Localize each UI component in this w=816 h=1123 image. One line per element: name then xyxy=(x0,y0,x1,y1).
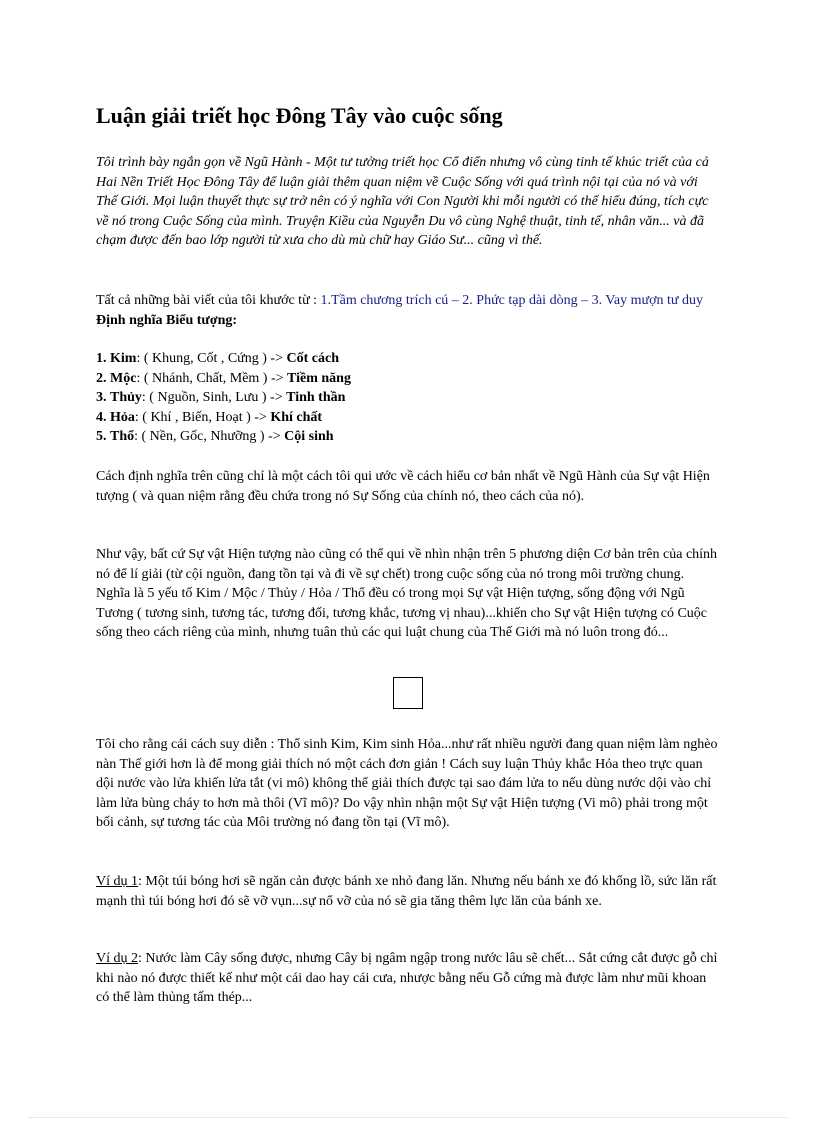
series-links[interactable]: 1.Tầm chương trích cú – 2. Phức tạp dài dòng – 3. Vay mượn tư duy xyxy=(320,293,703,308)
definition-term: Kim xyxy=(110,351,137,366)
definition-meaning: Cốt cách xyxy=(286,351,339,366)
intro-paragraph: Tôi trình bày ngắn gọn về Ngũ Hành - Một tư tưởng triết học Cổ điển nhưng vô cùng tinh tế khúc triết của cả Hai Nền Triết Học Đông Tây để luận giải thêm quan niệm về Cuộc Sống với quá trình nội tại của nó và với Thế Giới. Mọi luận thuyết thực sự trở nên có ý nghĩa với Con Người khi mỗi người có thể hiểu đúng, tích cực về nó trong Cuộc Sống của mình. Truyện Kiều của Nguyễn Du vô cùng Nghệ thuật, tinh tế, nhân văn... và đã chạm được đến bao lớp người từ xưa cho dù mù chữ hay Giáo Sư... cũng vì thế. xyxy=(96,155,709,249)
definition-meaning: Khí chất xyxy=(270,409,323,425)
image-placeholder xyxy=(393,677,423,709)
series-prefix: Tất cả những bài viết của tôi khước từ : xyxy=(96,293,321,308)
definition-meaning: Tinh thần xyxy=(286,390,346,406)
definition-meaning: Cội sinh xyxy=(284,429,334,445)
definition-item: 2. Mộc: ( Nhánh, Chất, Mềm ) -> Tiềm năng xyxy=(96,370,351,386)
example-2-paragraph xyxy=(96,949,720,1008)
definition-meaning: Tiềm năng xyxy=(287,370,351,386)
example-1-label: Ví dụ 1 xyxy=(96,874,138,889)
page-bottom-divider xyxy=(28,1117,788,1118)
definition-item: 1. Kim: ( Khung, Cốt , Cứng ) -> Cốt cách xyxy=(96,351,339,366)
definition-item: 5. Thổ: ( Nền, Gốc, Nhưỡng ) -> Cội sinh xyxy=(96,429,334,445)
definition-heading: Định nghĩa Biểu tượng: xyxy=(96,312,238,328)
paragraph-five-aspects: Như vậy, bất cứ Sự vật Hiện tượng nào cũng có thể qui về nhìn nhận trên 5 phương diện Cơ bản trên của chính nó để lí giải (từ cội nguồn, đang tồn tại và đi về sự chết) trong cuộc sống của nó trong môi trường chung. Nghĩa là 5 yếu tố Kim / Mộc / Thủy / Hỏa / Thổ đều có trong mọi Sự vật Hiện tượng, sống động với Ngũ Tương ( tương sinh, tương tác, tương đối, tương khắc, tương vị nhau)...khiến cho Sự vật Hiện tượng có Cuộc sống theo cách riêng của mình, nhưng tuân thủ các qui luật chung của Thế Giới mà nó luôn trong đó... xyxy=(96,547,718,641)
definition-list xyxy=(96,349,720,447)
paragraph-reasoning: Tôi cho rằng cái cách suy diễn : Thổ sinh Kim, Kim sinh Hỏa...như rất nhiều người đang quan niệm làm nghèo nàn Thế giới hơn là để mong giải thích nó một cách đơn giản ! Cách suy luận Thủy khắc Hỏa theo trực quan dội nước vào lửa khiến lửa tắt (vi mô) không thể giải thích được tại sao đám lửa to nếu dùng nước dội vào chỉ làm lửa bùng cháy to hơn mà thôi (Vĩ mô)? Do vậy nhìn nhận một Sự vật Hiện tượng (Vi mô) phải trong một bối cảnh, sự tương tác của Môi trường nó đang tồn tại (Vĩ mô). xyxy=(96,737,718,831)
example-2-label: Ví dụ 2 xyxy=(96,951,138,966)
example-1-text: : Một túi bóng hơi sẽ ngăn cản được bánh xe nhỏ đang lăn. Nhưng nếu bánh xe đó khổng lồ, sức lăn rất mạnh thì túi bóng hơi đó sẽ vỡ vụn...sự nổ vỡ của nó sẽ gia tăng thêm lực lăn của bánh xe. xyxy=(96,874,717,909)
paragraph-definition-note: Cách định nghĩa trên cũng chỉ là một cách tôi qui ước về cách hiểu cơ bản nhất về Ngũ Hành của Sự vật Hiện tượng ( và quan niệm rằng đều chứa trong nó Sự Sống của chính nó, theo cách của nó). xyxy=(96,469,710,504)
definition-term: Hỏa xyxy=(110,409,135,425)
definition-term: Thổ xyxy=(110,429,135,445)
document-title: Luận giải triết học Đông Tây vào cuộc sống xyxy=(96,103,503,128)
definition-term: Mộc xyxy=(110,370,137,386)
series-paragraph xyxy=(96,291,720,330)
definition-term: Thủy xyxy=(110,390,142,406)
definition-item: 3. Thủy: ( Nguồn, Sinh, Lưu ) -> Tinh thần xyxy=(96,390,346,406)
definition-item: 4. Hỏa: ( Khí , Biến, Hoạt ) -> Khí chất xyxy=(96,409,323,425)
example-1-paragraph xyxy=(96,872,720,911)
example-2-text: : Nước làm Cây sống được, nhưng Cây bị ngâm ngập trong nước lâu sẽ chết... Sắt cứng cắt được gỗ chỉ khi nào nó được thiết kế như một cái dao hay cái cưa, nhược bằng nếu Gỗ cứng mà được làm như mũi khoan có thể làm thủng tấm thép... xyxy=(96,951,718,1006)
